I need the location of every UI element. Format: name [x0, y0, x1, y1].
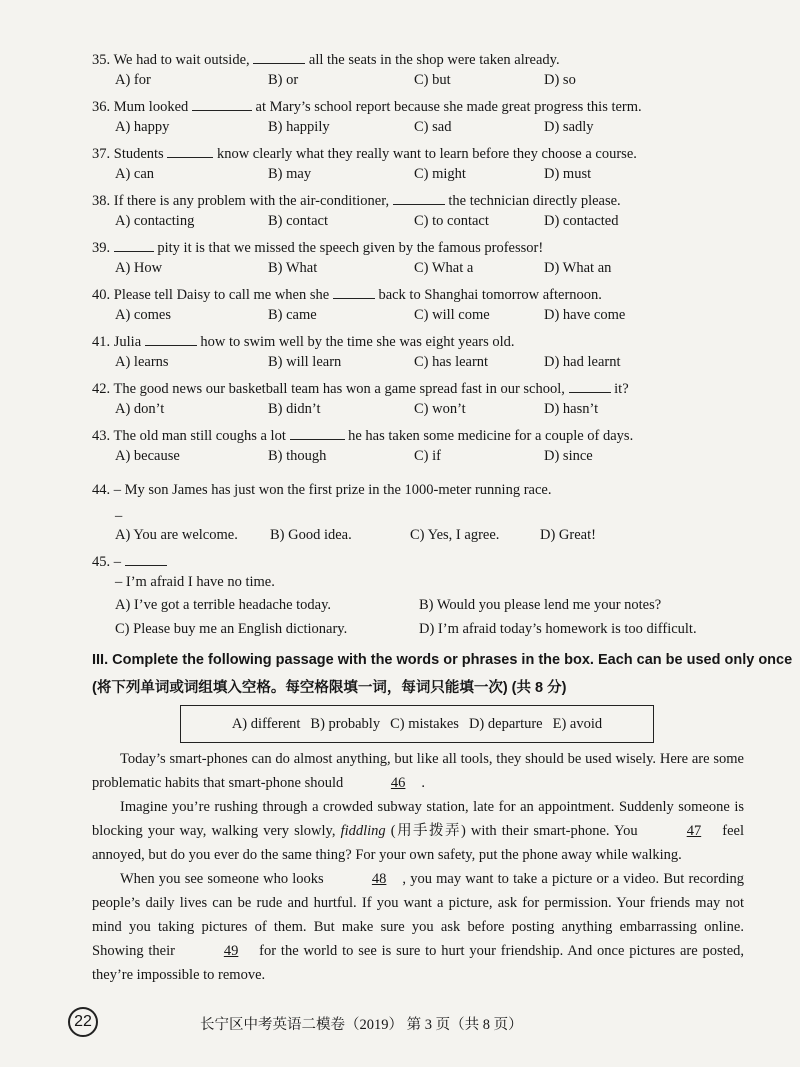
answer-option: C) What a — [414, 260, 474, 276]
question-text: We had to wait outside, — [113, 52, 254, 68]
answer-option: C) Please buy me an English dictionary. — [115, 621, 348, 637]
answer-option: D) Great! — [540, 527, 596, 543]
passage-text: , you may want to take a picture or a video. But recording people’s daily lives can be rude and hurtful. If you want a picture, ask for permission. Your friends may not mind you taking pictures of them. But make sure you ask before posting anything embarrassing online. Showing their — [92, 871, 745, 959]
question-stem — [92, 425, 633, 445]
answer-blank — [167, 143, 213, 158]
answer-option: A) don’t — [115, 401, 165, 417]
answer-option: D) must — [544, 166, 592, 182]
answer-option: D) sadly — [544, 119, 594, 135]
answer-blank — [333, 284, 375, 299]
answer-option: D) have come — [544, 307, 626, 323]
question-number: 42. — [92, 381, 114, 397]
blank-48: 48 — [371, 871, 387, 887]
question-text: The old man still coughs a lot — [113, 428, 290, 444]
answer-option: A) contacting — [115, 213, 195, 229]
dialogue-reply: – I’m afraid I have no time. — [115, 574, 275, 590]
question-number: 36. — [92, 99, 114, 115]
answer-option: A) for — [115, 72, 151, 88]
page-footer: 长宁区中考英语二模卷（2019） 第 3 页（共 8 页） — [200, 1017, 523, 1033]
answer-option: D) contacted — [544, 213, 619, 229]
question-number: 35. — [92, 52, 114, 68]
answer-option: B) will learn — [268, 354, 342, 370]
answer-option: D) I’m afraid today’s homework is too difficult. — [419, 621, 697, 637]
answer-option: B) may — [268, 166, 312, 182]
passage-text: When you see someone who looks — [120, 871, 324, 887]
passage-paragraph-3 — [92, 867, 744, 987]
blank-46: 46 — [390, 775, 406, 791]
answer-blank — [125, 551, 167, 566]
question-stem — [92, 49, 560, 69]
answer-option: B) contact — [268, 213, 328, 229]
answer-option: C) sad — [414, 119, 452, 135]
answer-option: A) How — [115, 260, 163, 276]
answer-blank — [114, 237, 154, 252]
question-number: 37. — [92, 146, 114, 162]
question-stem — [92, 143, 637, 163]
question-number: 41. — [92, 334, 114, 350]
answer-option: C) has learnt — [414, 354, 489, 370]
question-text: the technician directly please. — [444, 193, 621, 209]
question-number: 38. — [92, 193, 114, 209]
passage-gloss: (用手拨弄) — [390, 823, 466, 839]
answer-option: C) won’t — [414, 401, 466, 417]
answer-option: A) happy — [115, 119, 170, 135]
question-text: it? — [610, 381, 629, 397]
question-number: 39. — [92, 240, 114, 256]
answer-option: B) came — [268, 307, 317, 323]
answer-option: A) can — [115, 166, 155, 182]
section-title-en: III. Complete the following passage with the words or phrases in the box. Each can be used only once — [92, 652, 793, 668]
word-box-item: E) avoid — [552, 715, 603, 732]
answer-option: C) will come — [414, 307, 490, 323]
question-number: 43. — [92, 428, 114, 444]
question-number: 40. — [92, 287, 114, 303]
question-stem — [92, 190, 621, 210]
answer-option: B) or — [268, 72, 299, 88]
question-text: pity it is that we missed the speech given by the famous professor! — [153, 240, 544, 256]
passage-paragraph-1 — [92, 747, 744, 795]
question-text: all the seats in the shop were taken already. — [305, 52, 560, 68]
question-text: he has taken some medicine for a couple of days. — [344, 428, 634, 444]
passage-italic-word: fiddling — [340, 823, 386, 839]
question-text: Mum looked — [113, 99, 192, 115]
question-stem — [92, 96, 642, 116]
passage-text: . — [421, 775, 426, 791]
answer-option: A) learns — [115, 354, 169, 370]
answer-option: C) but — [414, 72, 451, 88]
answer-option: D) had learnt — [544, 354, 621, 370]
answer-option: D) What an — [544, 260, 612, 276]
answer-option: C) to contact — [414, 213, 489, 229]
question-text: back to Shanghai tomorrow afternoon. — [374, 287, 602, 303]
passage-text: feel annoyed, but do you ever do the same thing? For your own safety, put the phone away while walking. — [92, 823, 745, 863]
passage-text: Imagine you’re rushing through a crowded subway station, late for an appointment. Suddenly someone is blocking your way, walking very slowly, — [92, 799, 744, 839]
question-stem — [92, 551, 167, 571]
question-stem: 44. – My son James has just won the first prize in the 1000-meter running race. — [92, 482, 552, 498]
answer-blank — [393, 190, 445, 205]
dialogue-reply: – — [115, 508, 126, 524]
blank-47: 47 — [686, 823, 702, 839]
question-text: know clearly what they really want to learn before they choose a course. — [213, 146, 637, 162]
page-circle-number: 22 — [68, 1007, 98, 1037]
question-text: Students — [113, 146, 168, 162]
passage-paragraph-2 — [92, 795, 744, 867]
passage-text: for the world to see is sure to hurt your friendship. And once pictures are posted, they’re impossible to remove. — [92, 943, 745, 983]
answer-blank — [192, 96, 252, 111]
answer-option: A) because — [115, 448, 180, 464]
passage-text: with their smart-phone. You — [470, 823, 638, 839]
word-box — [180, 705, 654, 743]
answer-blank — [253, 49, 305, 64]
answer-option: B) didn’t — [268, 401, 321, 417]
answer-option: B) Good idea. — [270, 527, 352, 543]
answer-option: D) hasn’t — [544, 401, 599, 417]
answer-option: A) I’ve got a terrible headache today. — [115, 597, 332, 613]
answer-option: C) might — [414, 166, 466, 182]
question-stem — [92, 331, 515, 351]
blank-49: 49 — [223, 943, 239, 959]
question-text: Julia — [113, 334, 145, 350]
answer-option: A) comes — [115, 307, 171, 323]
answer-option: D) so — [544, 72, 576, 88]
question-number: 45. – — [92, 554, 125, 570]
answer-option: C) Yes, I agree. — [410, 527, 500, 543]
section-title-zh: (将下列单词或词组填入空格。每空格限填一词，每词只能填一次) (共 8 分) — [92, 680, 567, 696]
answer-option: B) though — [268, 448, 327, 464]
question-stem — [92, 284, 602, 304]
question-stem — [92, 237, 543, 257]
answer-option: D) since — [544, 448, 593, 464]
answer-blank — [290, 425, 345, 440]
question-text: If there is any problem with the air-conditioner, — [113, 193, 393, 209]
answer-option: C) if — [414, 448, 441, 464]
passage-text: Today’s smart-phones can do almost anything, but like all tools, they should be used wisely. Here are some problematic habits that smart-phone should — [92, 751, 744, 791]
answer-option: B) Would you please lend me your notes? — [419, 597, 662, 613]
question-text: Please tell Daisy to call me when she — [113, 287, 333, 303]
answer-option: A) You are welcome. — [115, 527, 238, 543]
answer-blank — [145, 331, 197, 346]
question-text: at Mary’s school report because she made great progress this term. — [251, 99, 642, 115]
word-box-item: B) probably — [310, 715, 381, 732]
word-box-item: D) departure — [468, 715, 543, 732]
answer-blank — [569, 378, 611, 393]
word-box-item: C) mistakes — [390, 715, 459, 732]
question-stem — [92, 378, 629, 398]
question-text: how to swim well by the time she was eight years old. — [196, 334, 515, 350]
word-box-item: A) different — [231, 715, 301, 732]
question-text: The good news our basketball team has won a game spread fast in our school, — [113, 381, 569, 397]
answer-option: B) happily — [268, 119, 330, 135]
answer-option: B) What — [268, 260, 318, 276]
